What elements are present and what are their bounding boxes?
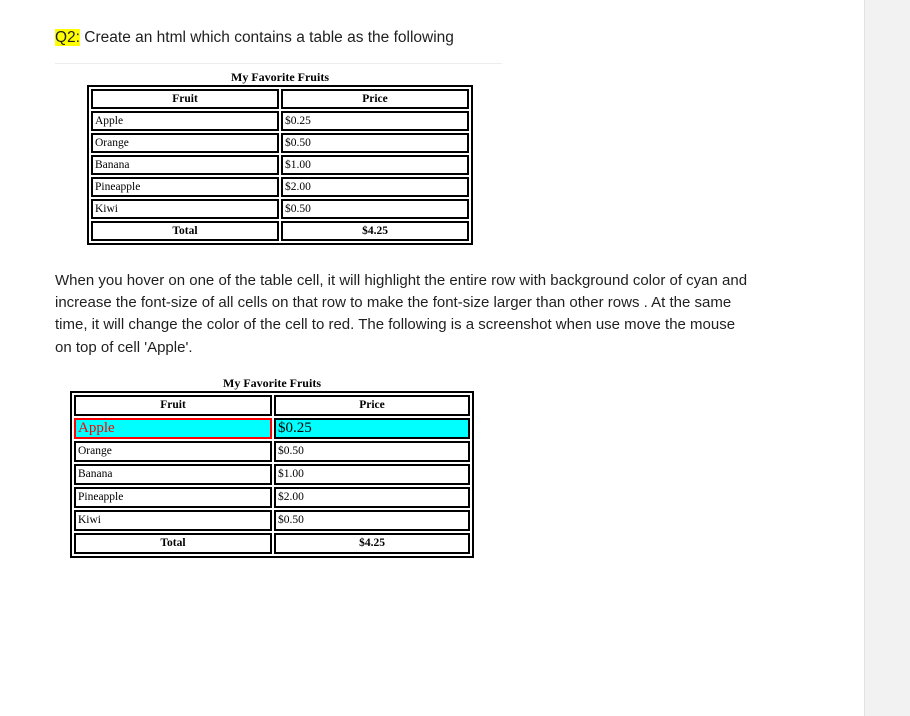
price-cell: $2.00 (274, 487, 470, 508)
header-fruit: Fruit (91, 89, 279, 109)
price-cell: $1.00 (281, 155, 469, 175)
total-value: $4.25 (274, 533, 470, 554)
fruit-cell: Kiwi (91, 199, 279, 219)
question-text: Create an html which contains a table as the following (79, 29, 454, 46)
fruit-table-example (87, 85, 473, 245)
table-row (74, 441, 470, 462)
hovered-fruit-cell: Apple (74, 418, 272, 439)
table-row (74, 464, 470, 485)
total-row (74, 533, 470, 554)
side-pane (864, 0, 910, 716)
price-cell: $0.25 (274, 418, 470, 439)
price-cell: $0.25 (281, 111, 469, 131)
table-row (91, 133, 469, 153)
fruit-cell: Pineapple (74, 487, 272, 508)
fruit-cell: Banana (91, 155, 279, 175)
header-price: Price (281, 89, 469, 109)
price-cell: $0.50 (274, 510, 470, 531)
fruit-cell: Orange (74, 441, 272, 462)
fruit-cell: Banana (74, 464, 272, 485)
fruit-cell: Kiwi (74, 510, 272, 531)
header-price: Price (274, 395, 470, 416)
total-label: Total (74, 533, 272, 554)
table-row (74, 510, 470, 531)
table2-caption: My Favorite Fruits (223, 376, 321, 390)
question-heading (55, 29, 454, 47)
question-label: Q2: (55, 29, 80, 46)
table-row (91, 111, 469, 131)
table-header-row (91, 89, 469, 109)
fruit-cell: Pineapple (91, 177, 279, 197)
instructions-paragraph: When you hover on one of the table cell, it will highlight the entire row with background color of cyan and increase the font-size of all cells on that row to make the font-size larger than other rows . At the same time, it will change the color of the cell to red. The following is a screenshot when use move the mouse on top of cell 'Apple'. (55, 272, 748, 356)
table1-caption: My Favorite Fruits (231, 70, 329, 84)
table-header-row (74, 395, 470, 416)
price-cell: $0.50 (281, 133, 469, 153)
highlighted-row (74, 418, 470, 439)
table-row (91, 155, 469, 175)
header-fruit: Fruit (74, 395, 272, 416)
price-cell: $2.00 (281, 177, 469, 197)
table-row (91, 199, 469, 219)
price-cell: $1.00 (274, 464, 470, 485)
table-row (74, 487, 470, 508)
fruit-table-hover-example (70, 391, 474, 558)
fruit-cell: Orange (91, 133, 279, 153)
price-cell: $0.50 (274, 441, 470, 462)
table-row (91, 177, 469, 197)
price-cell: $0.50 (281, 199, 469, 219)
total-label: Total (91, 221, 279, 241)
divider (55, 63, 502, 64)
total-row (91, 221, 469, 241)
fruit-cell: Apple (91, 111, 279, 131)
total-value: $4.25 (281, 221, 469, 241)
